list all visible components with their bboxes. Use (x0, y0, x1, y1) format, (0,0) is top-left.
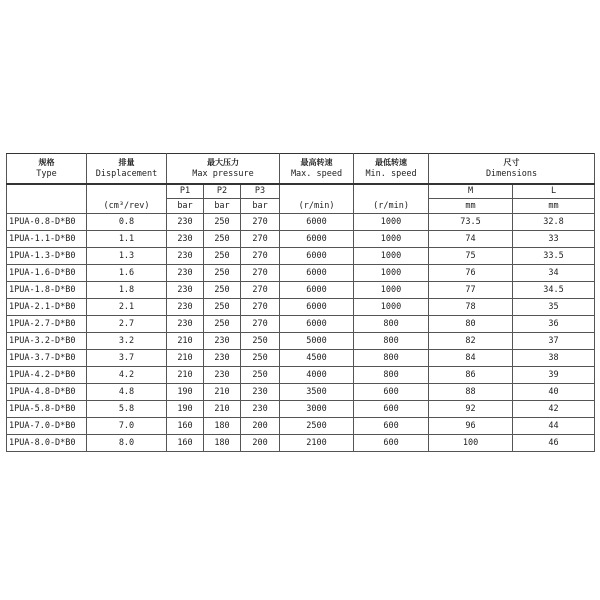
cell-displacement: 8.0 (87, 435, 167, 452)
cell-p1: 210 (167, 367, 204, 384)
header-max-speed-sub (280, 184, 354, 199)
cell-l: 33 (513, 231, 595, 248)
cell-l: 40 (513, 384, 595, 401)
header-max-pressure-en: Max pressure (192, 168, 254, 179)
header-l: L (513, 184, 595, 199)
cell-type: 1PUA-3.7-D*B0 (7, 350, 87, 367)
cell-displacement: 1.8 (87, 282, 167, 299)
cell-displacement: 1.1 (87, 231, 167, 248)
header-displacement-sub (87, 184, 167, 199)
cell-max-speed: 6000 (280, 214, 354, 231)
header-max-pressure (167, 154, 280, 185)
cell-max-speed: 6000 (280, 248, 354, 265)
cell-max-speed: 6000 (280, 316, 354, 333)
table-row (7, 435, 595, 452)
cell-p1: 190 (167, 401, 204, 418)
cell-m: 76 (429, 265, 513, 282)
cell-p1: 230 (167, 214, 204, 231)
cell-m: 77 (429, 282, 513, 299)
table-header (7, 154, 595, 214)
cell-l: 42 (513, 401, 595, 418)
cell-p3: 250 (241, 333, 280, 350)
cell-l: 32.8 (513, 214, 595, 231)
table-body (7, 214, 595, 452)
cell-type: 1PUA-8.0-D*B0 (7, 435, 87, 452)
cell-displacement: 3.2 (87, 333, 167, 350)
cell-l: 39 (513, 367, 595, 384)
cell-min-speed: 800 (354, 367, 429, 384)
header-l-unit: mm (513, 199, 595, 214)
cell-min-speed: 1000 (354, 299, 429, 316)
header-type-cn: 规格 (38, 157, 55, 167)
cell-displacement: 4.2 (87, 367, 167, 384)
cell-l: 37 (513, 333, 595, 350)
cell-max-speed: 4000 (280, 367, 354, 384)
cell-p3: 270 (241, 265, 280, 282)
cell-min-speed: 600 (354, 401, 429, 418)
cell-type: 1PUA-4.8-D*B0 (7, 384, 87, 401)
header-p1-unit: bar (167, 199, 204, 214)
cell-min-speed: 600 (354, 435, 429, 452)
header-min-speed-en: Min. speed (365, 168, 417, 179)
cell-type: 1PUA-2.7-D*B0 (7, 316, 87, 333)
spec-table (6, 153, 595, 452)
cell-type: 1PUA-3.2-D*B0 (7, 333, 87, 350)
cell-displacement: 1.6 (87, 265, 167, 282)
header-type (7, 154, 87, 185)
cell-type: 1PUA-4.2-D*B0 (7, 367, 87, 384)
cell-m: 73.5 (429, 214, 513, 231)
cell-p2: 250 (204, 231, 241, 248)
cell-p1: 230 (167, 316, 204, 333)
cell-p2: 210 (204, 401, 241, 418)
cell-max-speed: 6000 (280, 231, 354, 248)
cell-displacement: 0.8 (87, 214, 167, 231)
header-p2: P2 (204, 184, 241, 199)
cell-max-speed: 2100 (280, 435, 354, 452)
cell-p2: 250 (204, 265, 241, 282)
cell-max-speed: 5000 (280, 333, 354, 350)
cell-min-speed: 800 (354, 350, 429, 367)
table-row (7, 214, 595, 231)
cell-max-speed: 4500 (280, 350, 354, 367)
header-m-unit: mm (429, 199, 513, 214)
cell-type: 1PUA-1.8-D*B0 (7, 282, 87, 299)
header-displacement-cn: 排量 (118, 157, 135, 167)
table-row (7, 384, 595, 401)
cell-m: 86 (429, 367, 513, 384)
header-max-speed (280, 154, 354, 185)
table-row (7, 401, 595, 418)
header-type-sub (7, 184, 87, 199)
cell-p1: 230 (167, 299, 204, 316)
table-row (7, 367, 595, 384)
table-row (7, 350, 595, 367)
cell-max-speed: 2500 (280, 418, 354, 435)
cell-m: 75 (429, 248, 513, 265)
cell-type: 1PUA-0.8-D*B0 (7, 214, 87, 231)
cell-p1: 210 (167, 333, 204, 350)
header-max-speed-unit: (r/min) (280, 199, 354, 214)
cell-min-speed: 800 (354, 333, 429, 350)
cell-p3: 270 (241, 282, 280, 299)
cell-min-speed: 1000 (354, 248, 429, 265)
header-p2-unit: bar (204, 199, 241, 214)
cell-m: 96 (429, 418, 513, 435)
cell-type: 1PUA-1.3-D*B0 (7, 248, 87, 265)
cell-p1: 210 (167, 350, 204, 367)
cell-min-speed: 600 (354, 384, 429, 401)
cell-min-speed: 1000 (354, 265, 429, 282)
cell-type: 1PUA-5.8-D*B0 (7, 401, 87, 418)
header-p3-unit: bar (241, 199, 280, 214)
cell-l: 34 (513, 265, 595, 282)
cell-p1: 230 (167, 248, 204, 265)
header-min-speed-unit: (r/min) (354, 199, 429, 214)
table-row (7, 231, 595, 248)
cell-p3: 270 (241, 214, 280, 231)
cell-p3: 230 (241, 384, 280, 401)
header-dimensions-en: Dimensions (485, 168, 538, 179)
cell-p3: 270 (241, 248, 280, 265)
cell-p1: 230 (167, 282, 204, 299)
header-p3: P3 (241, 184, 280, 199)
cell-displacement: 4.8 (87, 384, 167, 401)
cell-displacement: 5.8 (87, 401, 167, 418)
cell-l: 46 (513, 435, 595, 452)
header-p1: P1 (167, 184, 204, 199)
cell-m: 82 (429, 333, 513, 350)
header-type-en: Type (36, 168, 57, 179)
cell-p1: 230 (167, 265, 204, 282)
header-dimensions (429, 154, 595, 185)
cell-displacement: 2.7 (87, 316, 167, 333)
cell-type: 1PUA-1.1-D*B0 (7, 231, 87, 248)
cell-l: 36 (513, 316, 595, 333)
cell-l: 44 (513, 418, 595, 435)
cell-p2: 210 (204, 384, 241, 401)
header-displacement-en: Displacement (95, 168, 158, 179)
table-row (7, 316, 595, 333)
cell-type: 1PUA-7.0-D*B0 (7, 418, 87, 435)
cell-max-speed: 6000 (280, 282, 354, 299)
cell-p2: 250 (204, 316, 241, 333)
cell-m: 84 (429, 350, 513, 367)
header-displacement (87, 154, 167, 185)
table-row (7, 333, 595, 350)
cell-p1: 160 (167, 418, 204, 435)
cell-p3: 200 (241, 418, 280, 435)
cell-displacement: 7.0 (87, 418, 167, 435)
cell-m: 78 (429, 299, 513, 316)
header-min-speed (354, 154, 429, 185)
header-displacement-unit: (cm³/rev) (87, 199, 167, 214)
cell-displacement: 2.1 (87, 299, 167, 316)
cell-l: 38 (513, 350, 595, 367)
cell-type: 1PUA-2.1-D*B0 (7, 299, 87, 316)
cell-m: 74 (429, 231, 513, 248)
cell-m: 92 (429, 401, 513, 418)
table-row (7, 418, 595, 435)
cell-m: 88 (429, 384, 513, 401)
header-max-speed-en: Max. speed (290, 168, 343, 179)
cell-p2: 180 (204, 418, 241, 435)
cell-max-speed: 3500 (280, 384, 354, 401)
cell-p1: 190 (167, 384, 204, 401)
header-max-speed-cn: 最高转速 (300, 157, 333, 167)
cell-p3: 270 (241, 231, 280, 248)
header-type-unit (7, 199, 87, 214)
cell-p2: 180 (204, 435, 241, 452)
cell-p3: 270 (241, 316, 280, 333)
cell-p2: 230 (204, 333, 241, 350)
table-row (7, 282, 595, 299)
cell-p2: 250 (204, 299, 241, 316)
table-row (7, 248, 595, 265)
cell-p2: 230 (204, 367, 241, 384)
header-min-speed-cn: 最低转速 (375, 157, 408, 167)
cell-p2: 250 (204, 214, 241, 231)
cell-p1: 230 (167, 231, 204, 248)
cell-displacement: 1.3 (87, 248, 167, 265)
cell-p1: 160 (167, 435, 204, 452)
cell-p3: 200 (241, 435, 280, 452)
cell-min-speed: 800 (354, 316, 429, 333)
cell-p3: 270 (241, 299, 280, 316)
cell-l: 33.5 (513, 248, 595, 265)
cell-p3: 230 (241, 401, 280, 418)
cell-l: 34.5 (513, 282, 595, 299)
header-min-speed-sub (354, 184, 429, 199)
cell-p2: 250 (204, 248, 241, 265)
cell-min-speed: 1000 (354, 282, 429, 299)
cell-p2: 250 (204, 282, 241, 299)
header-m: M (429, 184, 513, 199)
header-max-pressure-cn: 最大压力 (207, 157, 240, 167)
cell-m: 80 (429, 316, 513, 333)
cell-max-speed: 6000 (280, 299, 354, 316)
cell-min-speed: 1000 (354, 214, 429, 231)
cell-displacement: 3.7 (87, 350, 167, 367)
cell-max-speed: 3000 (280, 401, 354, 418)
cell-min-speed: 1000 (354, 231, 429, 248)
cell-type: 1PUA-1.6-D*B0 (7, 265, 87, 282)
cell-min-speed: 600 (354, 418, 429, 435)
cell-m: 100 (429, 435, 513, 452)
table-row (7, 299, 595, 316)
table-row (7, 265, 595, 282)
cell-p3: 250 (241, 367, 280, 384)
cell-max-speed: 6000 (280, 265, 354, 282)
cell-p2: 230 (204, 350, 241, 367)
cell-l: 35 (513, 299, 595, 316)
header-dimensions-cn: 尺寸 (503, 157, 520, 167)
cell-p3: 250 (241, 350, 280, 367)
